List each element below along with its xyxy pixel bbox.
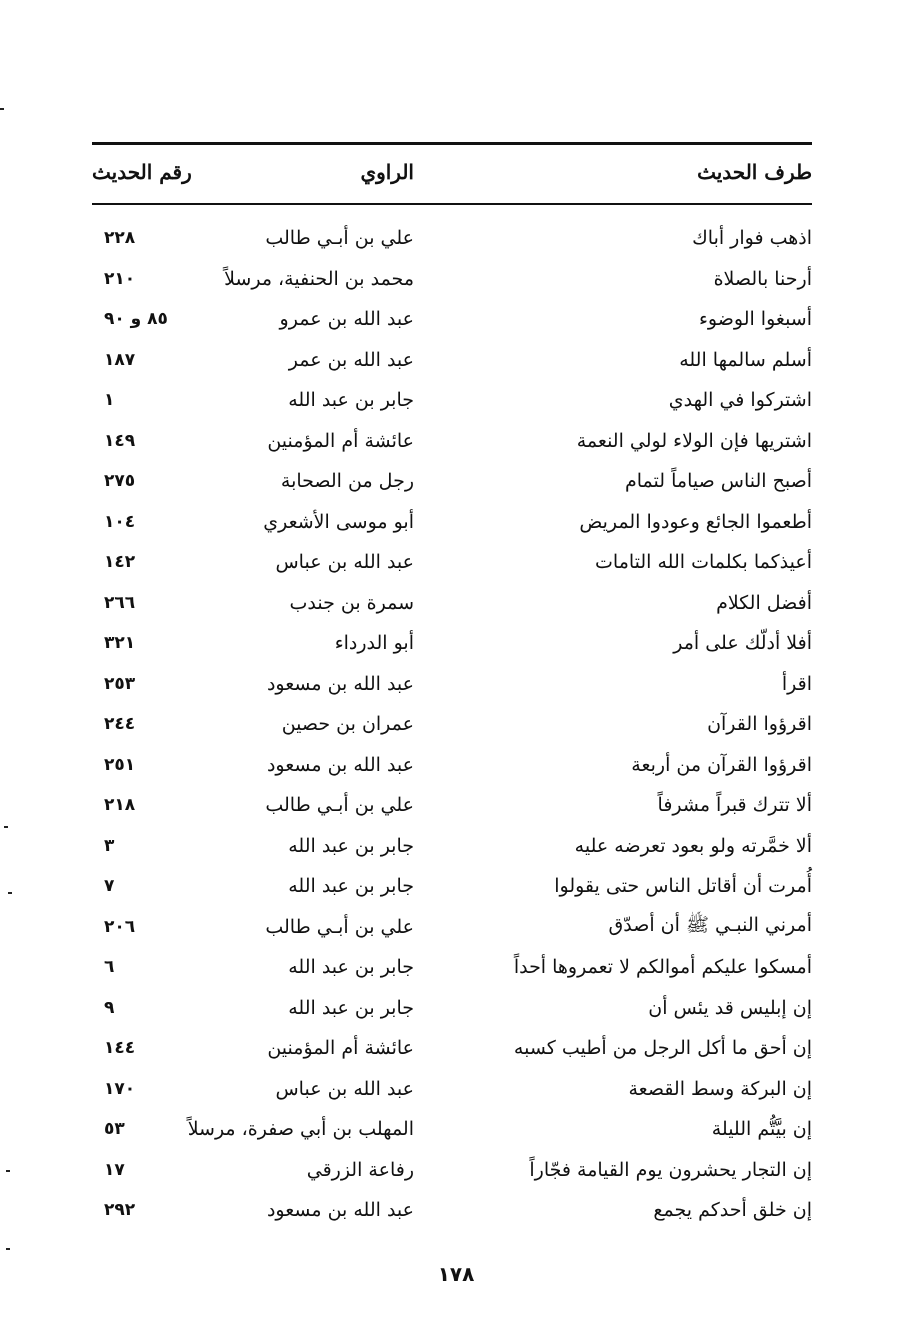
hadith-number [92, 542, 212, 582]
narrator-name: عبد الله بن عمرو [279, 308, 414, 330]
hadith-text: أمسكوا عليكم أموالكم لا تعمروها أحداً [513, 956, 812, 978]
header-narrator: الراوي [360, 160, 414, 184]
hadith-number-text: ٢٩٢ [104, 1200, 136, 1220]
hadith-text: إن إبليس قد يئس أن [648, 996, 812, 1019]
hadith-number-text: ١٨٧ [104, 349, 136, 370]
scan-speck [0, 108, 4, 110]
narrator-name: علي بن أبـي طالب [265, 915, 414, 938]
narrator-name: عائشة أم المؤمنين [267, 1037, 414, 1059]
hadith-text: اشتريها فإن الولاء لولي النعمة [576, 429, 812, 452]
hadith-number [92, 947, 212, 987]
hadith-number [92, 421, 212, 461]
hadith-text: إن التجار يحشرون يوم القيامة فجّاراً [529, 1158, 812, 1181]
header-number-text: رقم الحديث [92, 160, 192, 184]
table-row [92, 259, 812, 299]
narrator-name: جابر بن عبد الله [288, 875, 414, 897]
hadith-number-text: ٢٠٦ [104, 916, 136, 937]
hadith-text: اقرؤوا القرآن [707, 713, 812, 735]
narrator-name: عمران بن حصين [281, 713, 414, 735]
hadith-number-text: ١٤٢ [104, 552, 136, 572]
table-row [92, 1150, 812, 1190]
hadith-number-text: ٢٧٥ [104, 471, 136, 491]
hadith-text: أصبح الناس صياماً لتمام [625, 470, 812, 492]
hadith-number [92, 218, 212, 258]
table-row [92, 907, 812, 947]
narrator-name: عائشة أم المؤمنين [267, 429, 414, 452]
hadith-number-text: ٢٥١ [104, 754, 136, 775]
hadith-text: أطعموا الجائع وعودوا المريض [579, 510, 812, 533]
top-rule [92, 142, 812, 145]
table-row [92, 988, 812, 1028]
hadith-number-text: ١٤٤ [104, 1038, 136, 1058]
narrator-name: محمد بن الحنفية، مرسلاً [224, 267, 414, 290]
hadith-number-text: ٦ [104, 957, 115, 977]
table-row [92, 1069, 812, 1109]
hadith-number-text: ٢٤٤ [104, 714, 136, 734]
table-row [92, 866, 812, 906]
scan-speck [8, 892, 12, 894]
hadith-text: إن البركة وسط القصعة [628, 1077, 812, 1100]
hadith-number-text: ٣٢١ [104, 633, 136, 653]
narrator-name: عبد الله بن مسعود [266, 672, 414, 695]
narrator-name: رفاعة الزرقي [306, 1158, 414, 1181]
hadith-number-text: ٥٣ [104, 1119, 125, 1139]
table-row [92, 947, 812, 987]
table-row [92, 340, 812, 380]
hadith-number-text: ٢٥٣ [104, 673, 136, 694]
hadith-text: أرحنا بالصلاة [713, 267, 812, 290]
hadith-number [92, 664, 212, 704]
narrator-name: عبد الله بن مسعود [266, 1199, 414, 1221]
hadith-text: أعيذكما بكلمات الله التامات [595, 551, 812, 573]
hadith-number-text: ٢١٠ [104, 268, 136, 289]
table-row [92, 1109, 812, 1149]
hadith-number [92, 1190, 212, 1230]
scan-speck [4, 826, 8, 828]
hadith-text: أُمرت أن أقاتل الناس حتى يقولوا [554, 875, 812, 897]
hadith-text: اذهب فوار أباك [692, 227, 812, 249]
narrator-name: عبد الله بن مسعود [266, 753, 414, 776]
hadith-number-text: ٢٦٦ [104, 592, 136, 613]
hadith-text: أفلا أدلّك على أمر [673, 632, 812, 654]
table-row [92, 745, 812, 785]
hadith-number [92, 785, 212, 825]
hadith-number-text: ٧ [104, 876, 115, 896]
narrator-name: جابر بن عبد الله [288, 389, 414, 411]
table-row [92, 664, 812, 704]
hadith-text: اشتركوا في الهدي [668, 389, 812, 411]
hadith-number-text: ١٧ [104, 1159, 125, 1180]
hadith-number [92, 1069, 212, 1109]
narrator-name: جابر بن عبد الله [288, 996, 414, 1019]
narrator-name: أبو الدرداء [334, 632, 414, 654]
hadith-text: أسبغوا الوضوء [699, 308, 812, 330]
narrator-name: سمرة بن جندب [289, 591, 414, 614]
hadith-number [92, 745, 212, 785]
narrator-name: جابر بن عبد الله [288, 834, 414, 857]
hadith-number [92, 583, 212, 623]
hadith-number [92, 259, 212, 299]
hadith-number [92, 1028, 212, 1068]
narrator-name: أبو موسى الأشعري [263, 510, 414, 533]
hadith-number [92, 1109, 212, 1149]
table-row [92, 218, 812, 258]
scan-speck [6, 1170, 10, 1172]
page-number: ١٧٨ [437, 1262, 475, 1286]
hadith-text: أمرني النبـي ﷺ أن أصدّق [608, 913, 812, 936]
hadith-number [92, 461, 212, 501]
table-row [92, 1190, 812, 1230]
hadith-number [92, 907, 212, 947]
table-row [92, 583, 812, 623]
table-row [92, 623, 812, 663]
hadith-number [92, 623, 212, 663]
table-row [92, 461, 812, 501]
hadith-number [92, 826, 212, 866]
table-row [92, 421, 812, 461]
hadith-number-text: ١٠٤ [104, 511, 136, 532]
hadith-number [92, 988, 212, 1028]
hadith-number [92, 380, 212, 420]
hadith-text: ألا تترك قبراً مشرفاً [657, 794, 812, 816]
narrator-name: علي بن أبـي طالب [265, 794, 414, 816]
hadith-number-text: ٢١٨ [104, 795, 136, 815]
narrator-name: عبد الله بن عمر [288, 348, 414, 371]
hadith-text: أفضل الكلام [716, 591, 812, 614]
table-row [92, 299, 812, 339]
table-row [92, 502, 812, 542]
hadith-number [92, 1150, 212, 1190]
hadith-number-text: ٩ [104, 997, 115, 1018]
hadith-number [92, 704, 212, 744]
header-number [92, 150, 212, 194]
hadith-number-text: ١٤٩ [104, 430, 136, 451]
table-header [92, 150, 812, 194]
table-row [92, 380, 812, 420]
hadith-text: إن أحق ما أكل الرجل من أطيب كسبه [513, 1037, 812, 1059]
table-row [92, 704, 812, 744]
narrator-name: جابر بن عبد الله [288, 956, 414, 978]
hadith-text: ألا خمَّرته ولو بعود تعرضه عليه [574, 834, 812, 857]
hadith-number-text: ٨٥ و ٩٠ [104, 309, 168, 329]
header-hadith: طرف الحديث [697, 160, 812, 184]
table-row [92, 1028, 812, 1068]
table-row [92, 542, 812, 582]
hadith-number [92, 502, 212, 542]
hadith-number-text: ١ [104, 390, 115, 410]
hadith-number [92, 340, 212, 380]
hadith-text: إن بيَّتُّم الليلة [711, 1118, 812, 1140]
narrator-name: علي بن أبـي طالب [265, 227, 414, 249]
narrator-name: عبد الله بن عباس [275, 551, 414, 573]
hadith-text: اقرؤوا القرآن من أربعة [631, 753, 812, 776]
hadith-number [92, 299, 212, 339]
header-rule [92, 203, 812, 205]
hadith-text: اقرأ [781, 672, 812, 695]
hadith-text: أسلم سالمها الله [679, 348, 812, 371]
hadith-number-text: ٣ [104, 835, 115, 856]
hadith-number-text: ٢٢٨ [104, 228, 136, 248]
hadith-number-text: ١٧٠ [104, 1078, 136, 1099]
scan-speck [6, 1248, 10, 1250]
table-row [92, 785, 812, 825]
narrator-name: رجل من الصحابة [280, 470, 414, 492]
narrator-name: عبد الله بن عباس [275, 1077, 414, 1100]
hadith-text: إن خلق أحدكم يجمع [653, 1199, 812, 1221]
hadith-number [92, 866, 212, 906]
narrator-name: المهلب بن أبي صفرة، مرسلاً [187, 1118, 414, 1140]
table-row [92, 826, 812, 866]
